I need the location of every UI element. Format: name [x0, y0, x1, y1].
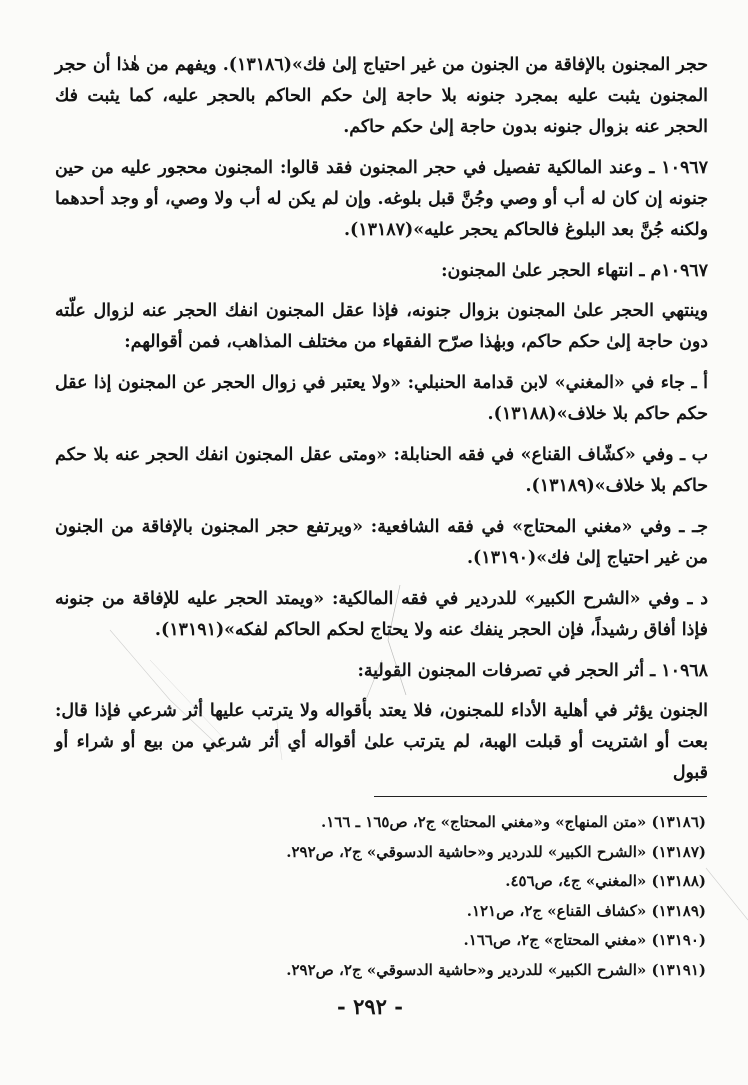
- quote-item-a: أ ـ جاء في «المغني» لابن قدامة الحنبلي: «ولا يعتبر في زوال الحجر عن المجنون إذا عقل حكم حاكم بلا خلاف»(١٣١٨٨).: [55, 373, 708, 424]
- footnote-13187: (١٣١٨٧) «الشرح الكبير» للدردير و«حاشية الدسوقي» ج٢، ص٢٩٢.: [286, 842, 706, 861]
- paragraph-verbal-acts: الجنون يؤثر في أهلية الأداء للمجنون، فلا يعتد بأقواله ولا يترتب عليها أثر شرعي فإذا قال: بعت أو اشتريت أو قبلت الهبة، لم يترتب علىٰ أقواله أي أثر شرعي من بيع أو شراء أو قبول: [55, 701, 708, 783]
- page-number: - ٢٩٢ -: [337, 994, 403, 1019]
- section-heading-10967m: ١٠٩٦٧م ـ انتهاء الحجر علىٰ المجنون:: [441, 261, 708, 281]
- quote-item-b: ب ـ وفي «كشّاف القناع» في فقه الحنابلة: «ومتى عقل المجنون انفك الحجر عنه بلا حكم حاكم بلا خلاف»(١٣١٨٩).: [55, 445, 708, 496]
- footnote-13190: (١٣١٩٠) «مغني المحتاج» ج٢، ص١٦٦.: [463, 931, 706, 949]
- footnotes: [146, 808, 706, 985]
- page-body: [55, 50, 708, 799]
- paragraph-10967-maliki: ١٠٩٦٧ ـ وعند المالكية تفصيل في حجر المجنون فقد قالوا: المجنون محجور عليه من حين جنونه إن كان له أب أو وصي وجُنَّ قبل بلوغه. وإن لم يكن له أب ولا وصي، أو وجد أحدهما ولكنه جُنَّ بعد البلوغ فالحاكم يحجر عليه»(١٣١٨٧).: [55, 158, 708, 240]
- footnote-13189: (١٣١٨٩) «كشاف القناع» ج٢، ص١٢١.: [466, 901, 706, 920]
- footnote-divider: [374, 796, 707, 797]
- footnote-13186: (١٣١٨٦) «متن المنهاج» و«مغني المحتاج» ج٢، ص١٦٥ ـ ١٦٦.: [321, 813, 706, 831]
- paragraph-end-of-interdiction: وينتهي الحجر علىٰ المجنون بزوال جنونه، فإذا عقل المجنون انفك الحجر عنه لزوال علّته دون حاجة إلىٰ حكم حاكم، وبهٰذا صرّح الفقهاء من مختلف المذاهب، فمن أقوالهم:: [55, 301, 708, 352]
- quote-item-c: جـ ـ وفي «مغني المحتاج» في فقه الشافعية: «ويرتفع حجر المجنون بالإفاقة من الجنون من غير احتياج إلىٰ فك»(١٣١٩٠).: [55, 517, 708, 568]
- quote-item-d: د ـ وفي «الشرح الكبير» للدردير في فقه المالكية: «ويمتد الحجر عليه للإفاقة من جنونه فإذا أفاق رشيداً، فإن الحجر ينفك عنه ولا يحتاج لحكم الحاكم لفكه»(١٣١٩١).: [55, 589, 708, 640]
- paragraph-continuation: حجر المجنون بالإفاقة من الجنون من غير احتياج إلىٰ فك»(١٣١٨٦). ويفهم من هٰذا أن حجر المجنون يثبت عليه بمجرد جنونه بلا حاجة إلىٰ حكم الحاكم بالحجر عليه، كما يثبت فك الحجر عنه بزوال جنونه بدون حاجة إلىٰ حكم حاكم.: [55, 55, 708, 137]
- footnote-13188: (١٣١٨٨) «المغني» ج٤، ص٤٥٦.: [505, 872, 706, 890]
- footnote-13191: (١٣١٩١) «الشرح الكبير» للدردير و«حاشية الدسوقي» ج٢، ص٢٩٢.: [286, 960, 706, 979]
- section-heading-10968: ١٠٩٦٨ ـ أثر الحجر في تصرفات المجنون القولية:: [357, 661, 708, 681]
